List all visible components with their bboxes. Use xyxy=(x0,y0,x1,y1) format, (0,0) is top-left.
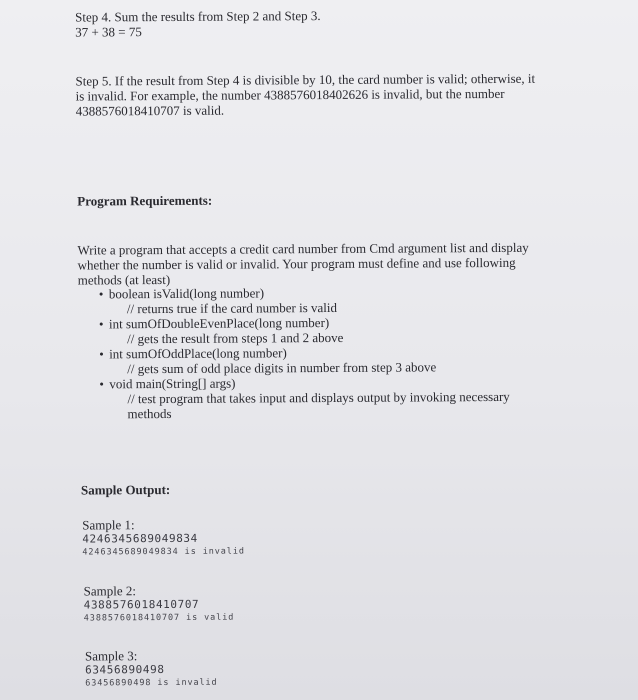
intro-line: methods (at least) xyxy=(77,271,171,288)
methods-list xyxy=(98,284,510,422)
sample-block xyxy=(84,583,235,625)
step4-section xyxy=(75,8,321,39)
step5-section xyxy=(75,71,535,119)
method-comment: // gets the result from steps 1 and 2 above xyxy=(127,329,344,347)
step5-line: 4388576018410707 is valid. xyxy=(75,102,225,119)
sample-label: Sample 3: xyxy=(84,648,138,664)
method-signature: int sumOfDoubleEvenPlace(long number) xyxy=(108,314,330,332)
bullet-icon: • xyxy=(99,346,104,362)
bullet-icon: • xyxy=(98,286,104,302)
sample-output-heading: Sample Output: xyxy=(80,481,171,498)
method-item xyxy=(99,344,510,377)
step5-line: Step 5. If the result from Step 4 is divisible by 10, the card number is valid; otherwise, it xyxy=(75,70,536,89)
sample-block xyxy=(82,517,245,559)
method-comment: // test program that takes input and displays output by invoking necessary xyxy=(127,388,510,407)
step4-title: Step 4. Sum the results from Step 2 and Step 3. xyxy=(75,8,321,25)
method-comment: methods xyxy=(127,405,172,422)
bullet-icon: • xyxy=(98,316,104,332)
sample-label: Sample 2: xyxy=(83,583,137,599)
sample-label: Sample 1: xyxy=(82,517,135,533)
sample-input: 4246345689049834 xyxy=(82,531,198,546)
method-item xyxy=(98,284,510,317)
method-signature: void main(String[] args) xyxy=(109,375,236,392)
method-signature: int sumOfOddPlace(long number) xyxy=(109,345,287,362)
method-comment: // gets sum of odd place digits in number from step 3 above xyxy=(127,359,437,377)
step5-line: is invalid. For example, the number 4388576018402626 is invalid, but the number xyxy=(75,85,505,104)
method-comment: // returns true if the card number is valid xyxy=(126,299,338,317)
method-signature: boolean isValid(long number) xyxy=(108,285,265,302)
requirements-intro xyxy=(77,240,528,288)
step4-calc: 37 + 38 = 75 xyxy=(75,24,142,40)
sample-block xyxy=(85,648,218,690)
sample-result: 63456890498 is invalid xyxy=(85,677,218,689)
sample-result: 4246345689049834 is invalid xyxy=(82,546,245,558)
method-item xyxy=(99,374,510,422)
intro-line: whether the number is valid or invalid. Your program must define and use following xyxy=(77,254,516,273)
bullet-icon: • xyxy=(99,376,104,392)
sample-result: 4388576018410707 is valid xyxy=(83,612,235,624)
sample-input: 63456890498 xyxy=(85,663,165,677)
requirements-heading: Program Requirements: xyxy=(77,192,213,209)
intro-line: Write a program that accepts a credit card number from Cmd argument list and display xyxy=(77,239,529,258)
method-item xyxy=(98,314,510,347)
sample-input: 4388576018410707 xyxy=(83,597,200,612)
